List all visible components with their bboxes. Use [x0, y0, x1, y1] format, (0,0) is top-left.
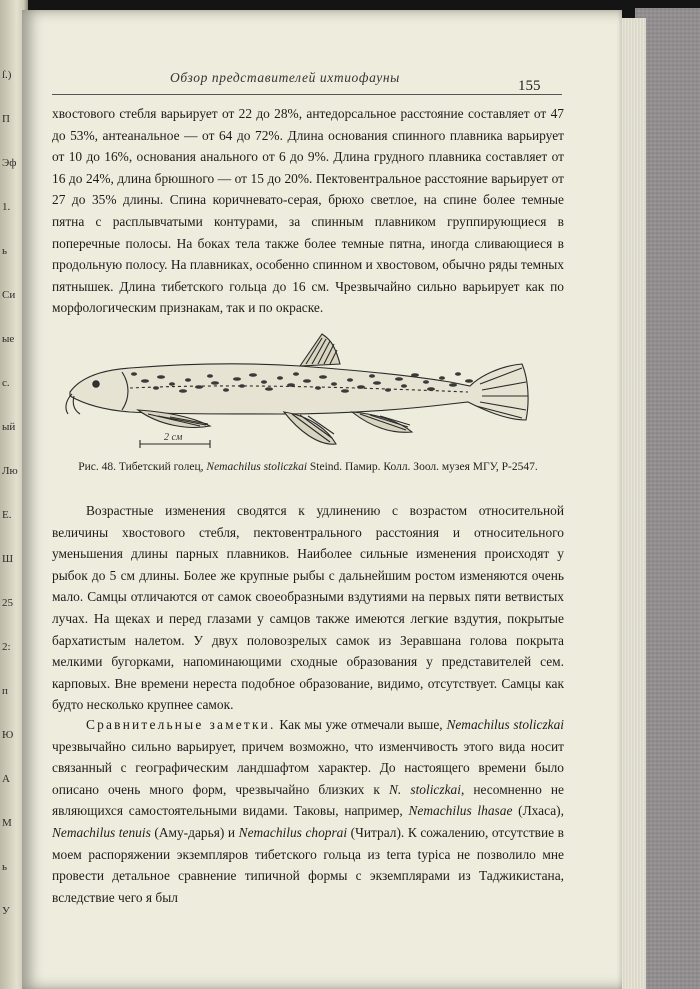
fish-spot	[439, 376, 445, 380]
fish-spot	[347, 378, 353, 382]
left-page-fragment: ſ.)	[2, 69, 12, 81]
book-page	[22, 10, 622, 989]
fish-spot	[179, 389, 187, 393]
left-page-fragment: ые	[2, 333, 15, 345]
paragraph-2-text: Возрастные изменения сводятся к удлинению с возрастом относительной величины хвостового стебля, пектовентрального расстояния и относительного уменьшения длины парных плавников. Наиболее сильные изменения происходят у рыбок до 5 см длины. Более же крупные рыбы с дальнейшим ростом изменяются очень мало. Самцы отличаются от самок своеобразными вздутиями на первых пяти ветвистых лучах. На щеках и перед глазами у самцов также имеются легкие вздутия, покрытые бархатистым налетом. У двух половозрелых самок из Зеравшана голова покрыта мелкими бугорками, напоминающими сходные образования у представителей сем. карповых. Вне времени нереста подобное образование, видимо, отсутствует. Самцы как будто несколько крупнее самок.	[52, 503, 564, 713]
fish-spot	[153, 386, 159, 390]
fish-spot	[141, 379, 149, 383]
species-name: Nemachilus stoliczkai	[446, 717, 565, 732]
text-run: (Читрал). К сожалению, отсутствие в моем распоряжении экземпляров тибетского гольца из terra typica не позволило мне провести детальное сравнение типичной формы с экземплярами из Таджикистана, вследствие чего я был	[52, 824, 565, 905]
fish-spot	[369, 374, 375, 378]
species-name: N. stoliczkai	[389, 781, 461, 797]
fish-spot	[287, 383, 295, 387]
caption-rest: Steind. Памир. Колл. Зоол. музея МГУ, Р-2547.	[309, 461, 538, 473]
left-page-fragment: У	[2, 905, 10, 917]
species-name: Nemachilus lhasae	[408, 803, 513, 819]
fish-spot	[239, 384, 245, 388]
fish-spot	[169, 382, 175, 386]
species-name: Nemachilus choprai	[238, 824, 348, 840]
left-page-fragment: с.	[2, 377, 10, 389]
left-page-fragment: Ю	[2, 729, 14, 741]
fish-spot	[357, 385, 365, 389]
fish-spot	[331, 382, 337, 386]
left-page-fragment: Эф	[2, 157, 17, 169]
header-rule	[52, 94, 562, 95]
fish-spot	[319, 375, 327, 379]
species-name: Nemachilus tenuis	[52, 824, 151, 840]
fish-spot	[411, 373, 419, 377]
fish-spot	[223, 388, 229, 392]
section-heading: Сравнительные заметки.	[86, 717, 276, 732]
left-page-fragment: А	[2, 773, 10, 785]
left-page-fragment: ый	[2, 421, 16, 433]
fish-spot	[233, 377, 241, 381]
fish-spot	[303, 379, 311, 383]
fish-spot	[157, 375, 165, 379]
fish-spot	[211, 381, 219, 385]
running-head: Обзор представителей ихтиофауны	[170, 70, 400, 85]
left-page-fragment: 1.	[2, 201, 11, 213]
caption-prefix: Рис. 48. Тибетский голец,	[78, 461, 204, 473]
fish-spot	[373, 381, 381, 385]
left-page-fragment: 25	[2, 597, 13, 609]
text-run: чрезвычайно сильно варьирует, причем возможно, что изменчивость этого вида носит связанный с географическим ландшафтом характер. До настоящего времени было описано очень много форм, чрезвычайно близких к	[52, 738, 564, 797]
fish-spot	[455, 372, 461, 376]
fish-drawing	[66, 334, 528, 448]
fish-spot	[185, 378, 191, 382]
left-page-fragment: М	[2, 817, 12, 829]
caption-species: Nemachilus stoliczkai	[206, 461, 308, 473]
fish-spot	[195, 385, 203, 389]
fish-spot	[395, 377, 403, 381]
fish-spot	[401, 384, 407, 388]
paragraph-3	[52, 714, 564, 908]
fish-spot	[207, 374, 213, 378]
fish-spot	[265, 387, 273, 391]
left-page-fragment: ь	[2, 861, 8, 873]
fish-spot	[385, 388, 391, 392]
fish-spot	[277, 376, 283, 380]
fish-spot	[261, 380, 267, 384]
text-run: (Аму-дарья) и	[150, 824, 239, 840]
page-number: 155	[518, 78, 541, 94]
figure-caption	[52, 459, 564, 475]
fish-spot	[341, 389, 349, 393]
paragraph-1-text: хвостового стебля варьирует от 22 до 28%, антедорсальное расстояние составляет от 47 до 53%, антеанальное — от 64 до 72%. Длина основания спинного плавника варьирует от 10 до 16%, основания анального от 6 до 9%. Длина грудного плавника составляет от 16 до 24%, длина брюшного — от 15 до 20%. Пектовентральное расстояние варьирует от 27 до 35% длины. Спина коричневато-серая, брюхо светлое, на спине более темные пятна с расплывчатыми контурами, за спинным плавником группирующиеся в поперечные полосы. На боках тела также более темные пятна, иногда сливающиеся в продольную полосу. На плавниках, особенно спинном и хвостовом, обычно ряды темных пятнышек. Длина тибетского гольца до 16 см. Чрезвычайно сильно варьирует как по морфологическим признакам, так и по окраске.	[52, 106, 564, 316]
left-page-fragment: Си	[2, 289, 16, 301]
left-page-fragment: 2:	[2, 641, 11, 653]
fish-illustration	[60, 330, 530, 455]
left-page-fragment: П	[2, 113, 10, 125]
fish-spot	[423, 380, 429, 384]
left-page-fragment: Лю	[2, 465, 18, 477]
left-page-fragment: Е.	[2, 509, 12, 521]
text-run: (Лхаса),	[512, 803, 564, 819]
text-run: Как мы уже отмечали выше,	[275, 717, 447, 732]
paragraph-1	[52, 103, 564, 319]
fish-spot	[131, 372, 137, 376]
fish-spot	[315, 386, 321, 390]
fish-spot	[249, 373, 257, 377]
text-run: , несомненно не являющихся самостоятельными видами. Таковы, например,	[52, 781, 564, 819]
paragraph-2	[52, 500, 564, 716]
fish-spot	[449, 383, 457, 387]
left-page-fragment: п	[2, 685, 8, 697]
fish-spot	[427, 387, 435, 391]
scale-label: 2 см	[164, 432, 183, 443]
fish-spot	[293, 372, 299, 376]
left-page-fragment: ь	[2, 245, 8, 257]
left-page-fragment: Ш	[2, 553, 14, 565]
fish-spot	[465, 379, 473, 383]
paragraph-3-text	[52, 714, 564, 908]
